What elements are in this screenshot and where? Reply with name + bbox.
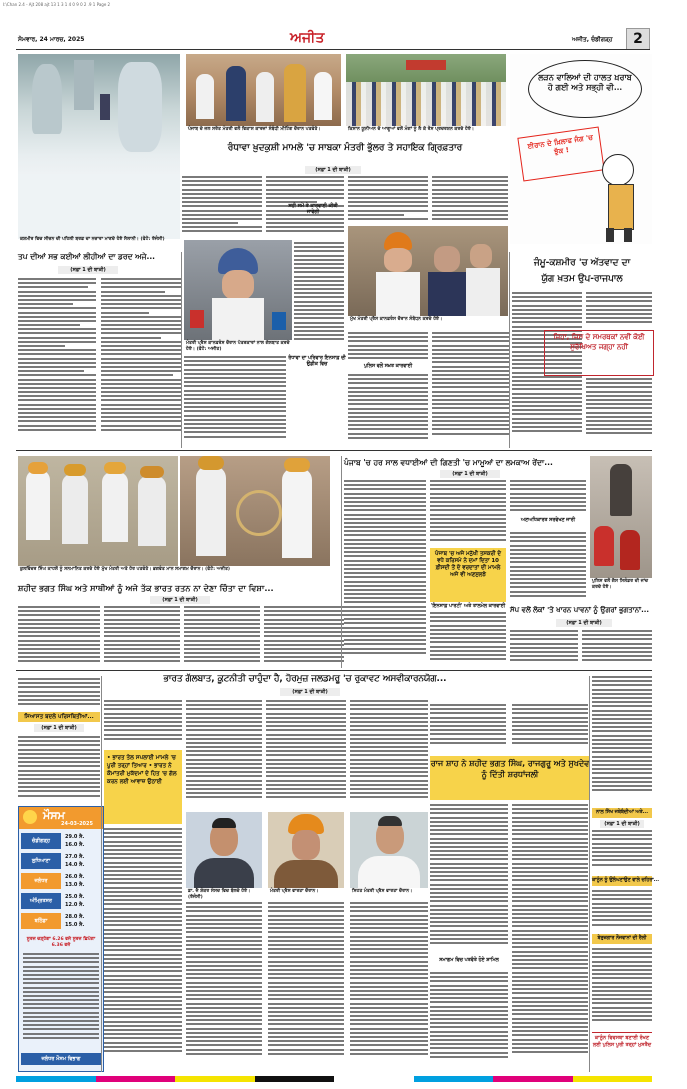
weather-city: ਜਲੰਧਰ (21, 873, 61, 889)
left-story-jump: (ਸਫ਼ਾ 1 ਦੀ ਬਾਕੀ) (58, 266, 118, 274)
weather-max: 26.0 ਸੈ. (65, 874, 85, 880)
right-box-2: ਕਾਨੂੰਨ ਨੂੰ ਉਲੰਘਣਾਉਣ ਵਾਲੇ ਚਹਿਰਾ... (592, 876, 652, 886)
weather-max: 27.0 ਸੈ. (65, 854, 85, 860)
tribute-col-a (430, 804, 508, 954)
col-separator (509, 252, 510, 448)
jk-col-b (586, 378, 652, 442)
bhagat-col-b (104, 606, 180, 668)
weather-min: 16.0 ਸੈ. (65, 842, 85, 848)
bhagat-singh-jump: (ਸਫ਼ਾ 1 ਦੀ ਬਾਕੀ) (150, 596, 210, 604)
hormuz-col-b2 (186, 902, 262, 1068)
snow-photo (18, 54, 180, 239)
weather-title: ਮੌਸਮ (43, 809, 65, 822)
gas-photo-caption: ਪੁਲਿਸ ਵਲੋਂ ਗੈਸ ਸਿਲੰਡਰ ਦੀ ਜਾਂਚ ਕਰਦੇ ਹੋਏ। (592, 579, 649, 590)
gas-cylinder-photo (590, 456, 652, 578)
left-story-col-a (18, 278, 96, 442)
col-separator (181, 252, 182, 448)
lead-col-a (182, 176, 262, 238)
lead-lower-a (184, 356, 286, 448)
press-photo-left (184, 240, 292, 340)
hormuz-bullet-box: • ਭਾਰਤ ਤੇਲ ਸਪਲਾਈ ਮਾਮਲੇ 'ਚ ਪੂਰੀ ਤਰ੍ਹਾਂ ਤਿਆਰ • ਭਾਰਤ ਨੇ ਕੌਮਾਂਤਰੀ ਮੁਕੱਦਮਾਂ ਦੇ ਹਿਤ 'ਚ ਗੱਲ ਕਰਨ ਲਈ ਆਵਾਜ਼ ਉਠਾਈ (104, 750, 182, 824)
hormuz-col-c2 (268, 902, 344, 1068)
weather-min: 12.0 ਸੈ. (65, 902, 85, 908)
sun-icon (23, 810, 37, 824)
weather-max: 29.0 ਸੈ. (65, 834, 85, 840)
weather-footer: ਜਲੰਧਰ ਮੌਸਮ ਵਿਭਾਗ (21, 1053, 101, 1065)
press-photo-left-caption: ਮੰਤਰੀ ਪ੍ਰੈਸ ਕਾਨਫ਼ਰੰਸ ਦੌਰਾਨ ਪੱਤਰਕਾਰਾਂ ਨਾਲ ਗੱਲਬਾਤ ਕਰਦੇ ਹੋਏ। (ਫੋਟੋ: ਅਜੀਤ) (186, 341, 290, 352)
hormuz-col-a2 (104, 828, 182, 1068)
award-photo-1 (18, 456, 178, 566)
vote-subhead-1: 'ਇਨਸਾਫ਼ ਪਾਰਟੀ' ਅਤੇ ਤਾਲਮੇਲ ਕਾਰਵਾਈ (430, 604, 506, 609)
portrait-3-caption: ਸਿਹਤ ਮੰਤਰੀ ਪ੍ਰੈਸ ਵਾਰਤਾ ਦੌਰਾਨ। (352, 889, 413, 894)
bhagat-col-d (264, 606, 344, 668)
jk-callout: ਜਿਹਾ, ਜਿਸ ਦੇ ਸਮਰਥਕਾਂ ਨਵੀਂ ਕੋਈ ਸੁਰੱਖਿਅਤ ਜਗ੍ਹਾ ਨਹੀਂ (544, 330, 654, 376)
weather-min: 14.0 ਸੈ. (65, 862, 85, 868)
left-story-headline: ਤਪ ਦੀਆਂ ਸਭ ਕਈਆਂ ਲੀਹੀਆਂ ਦਾ ਡਰਦ ਅਜੇ... (18, 252, 156, 261)
weather-notes (23, 953, 99, 1047)
issue-date: ਸੋਮਵਾਰ, 24 ਮਾਰਚ, 2025 (18, 36, 85, 43)
right-bottom-quote: ਕਾਨੂੰਨ ਵਿਵਸਥਾ ਬਣਾਈ ਰੱਖਣ ਲਈ ਪੁਲਿਸ ਪੂਰੀ ਤਰ੍ਹਾਂ ਮੁਸਤੈਦ (592, 1032, 652, 1069)
snow-photo-caption: ਕਸ਼ਮੀਰ ਵਿਚ ਸੀਜ਼ਨ ਦੀ ਪਹਿਲੀ ਬਰਫ਼ ਦਾ ਨਜ਼ਾਰਾ ਮਾਣਦੇ ਹੋਏ ਸੈਲਾਨੀ। (ਫੋਟੋ: ਏਜੰਸੀ) (20, 237, 165, 242)
vote-headline: ਪੰਜਾਬ 'ਚ ਹਰ ਸਾਲ ਵਧਾਈਆਂ ਦੀ ਗਿਣਤੀ 'ਚ ਮਾਮੂਆਂ ਦਾ ਲਮਕਾਅ ਰੇਂਦਾ... (344, 458, 553, 467)
cartoon-speech: ਲੜਨ ਵਾਲਿਆਂ ਦੀ ਹਾਲਤ ਖ਼ਰਾਬ ਹੋ ਗਈ ਅਤੇ ਸਭ੍ਹੀ ਵੀ... (538, 72, 632, 92)
right-box-1: ਨਾਲ ਸਿੱਖ ਜਥੇਬੰਦੀਆਂ ਅਤੇ... (592, 808, 652, 818)
lead-lower-c (348, 374, 428, 448)
award-photo-2 (180, 456, 330, 566)
gas-col-a (510, 630, 578, 666)
quote-1: ਸਹੀ ਸਮੇਂ ਤੇ ਕਾਰਵਾਈ ਕੀਤੀ ਜਾਵੇਗੀ (288, 204, 338, 215)
page-number: 2 (626, 28, 650, 50)
lead-jump: (ਸਫ਼ਾ 1 ਦੀ ਬਾਕੀ) (305, 166, 361, 174)
right-col-mid (592, 830, 652, 872)
section-rule-2 (16, 670, 652, 671)
right-col-top (592, 676, 652, 800)
press-photo-right (348, 226, 508, 316)
section-rule-1 (16, 450, 652, 451)
tribute-headline: ਰਾਜ ਸ਼ਾਹ ਨੇ ਸ਼ਹੀਦ ਭਗਤ ਸਿੰਘ, ਰਾਜਗੁਰੂ ਅਤੇ ਸੁਖਦੇਵ ਨੂੰ ਦਿੱਤੀ ਸ਼ਰਧਾਂਜਲੀ (430, 756, 590, 800)
portrait-2-caption: ਮੰਤਰੀ ਪ੍ਰੈਸ ਵਾਰਤਾ ਦੌਰਾਨ। (270, 889, 319, 894)
portrait-1 (186, 812, 262, 888)
color-registration-bar (16, 1076, 652, 1082)
vote-col-c (430, 612, 506, 666)
col-separator (589, 676, 590, 1072)
edition-label: ਅਜੀਤ, ਚੰਡੀਗੜ੍ਹ (572, 36, 613, 43)
vote-col-e (510, 532, 586, 604)
vote-col-d (510, 480, 586, 514)
weather-city: ਚੰਡੀਗੜ੍ਹ (21, 833, 61, 849)
hormuz-jump: (ਸਫ਼ਾ 1 ਦੀ ਬਾਕੀ) (280, 688, 340, 696)
jk-headline-1: ਜੰਮੂ-ਕਸ਼ਮੀਰ 'ਚ ਅੱਤਵਾਦ ਦਾ (533, 258, 631, 268)
portrait-1-caption: ਡਾ. ਜੈ ਸ਼ੰਕਰ ਸੰਸਦ ਵਿਚ ਬੋਲਦੇ ਹੋਏ। (ਏਜੰਸੀ) (188, 889, 251, 900)
lead-col-d (432, 176, 508, 224)
lead-col-c (348, 176, 428, 224)
portrait-3 (350, 812, 428, 888)
weather-max: 28.0 ਸੈ. (65, 914, 85, 920)
masthead-title: ਅਜੀਤ (290, 30, 325, 46)
col-separator (341, 456, 342, 668)
weather-row (19, 873, 103, 891)
hormuz-headline: ਭਾਰਤ ਗੱਲਬਾਤ, ਕੂਟਨੀਤੀ ਚਾਹੁੰਦਾ ਹੈ, ਹੋਰਮੁਜ਼ ਜਲਡਮਰੂ 'ਚ ਰੁਕਾਵਟ ਅਸਵੀਕਾਰਨਯੋਗ... (163, 674, 447, 684)
weather-min: 15.0 ਸੈ. (65, 922, 85, 928)
weather-max: 25.0 ਸੈ. (65, 894, 85, 900)
weather-row (19, 833, 103, 851)
meeting-photo (186, 54, 341, 126)
hormuz-col-a (104, 700, 182, 746)
left-box-text (18, 736, 100, 802)
weather-row (19, 853, 103, 871)
quote-3: ਪੁਲਿਸ ਵਲੋਂ ਸਖ਼ਤ ਕਾਰਵਾਈ (363, 364, 413, 369)
press-photo-right-caption: ਮੁੱਖ ਮੰਤਰੀ ਪ੍ਰੈਸ ਕਾਨਫ਼ਰੰਸ ਦੌਰਾਨ ਸੰਬੋਧਨ ਕਰਦੇ ਹੋਏ। (350, 317, 443, 322)
cartoon-sign: ਈਰਾਨ ਦੇ ਖ਼ਿਲਾਫ ਜੰਗ 'ਚ ਝੁੱਕ ! (527, 133, 594, 156)
vote-yellow-box: ਪੰਜਾਬ 'ਚ ਅਜੇ ਮਨੁੱਖੀ ਤਸਕਰੀ ਦੇ ਵਧੇ ਕਰਿਸਮੇ ਨੇ ਦਮਾਂ ਦਿਤਾ 10 ਫ਼ੀਸਦੀ ਤੋਂ ਦੋ ਵਰਦਾਤਾਂ ਦੀ ਮਾਮਲੇ ਅਜੇ ਵੀ ਅਣਸੁਲਝੇ (430, 548, 506, 602)
quote-2: ਰੰਧਾਵਾ ਦਾ ਪਰਿਵਾਰ ਇਨਸਾਫ਼ ਦੀ ਉਡੀਕ ਵਿਚ (288, 356, 346, 367)
tribute-col-a2 (430, 972, 508, 1068)
tribute-sub: ਸਮਾਗਮ ਵਿਚ ਪਤਵੰਤੇ ਹੋਏ ਸ਼ਾਮਿਲ (439, 958, 499, 963)
print-slug: I:\Chan 2.4 - Ajt 208 ajt 13 1 3 1 4 0 9 0 2 .9 1 Page 2 (3, 2, 111, 7)
tribute-top-text (430, 704, 506, 750)
masthead-rule (16, 49, 650, 50)
lead-lower-d (432, 332, 510, 448)
bhagat-singh-headline: ਸ਼ਹੀਦ ਭਗਤ ਸਿੰਘ ਅਤੇ ਸਾਥੀਆਂ ਨੂੰ ਅਜੇ ਤੱਕ ਭਾਰਤ ਰਤਨ ਨਾ ਦੇਣਾ ਚਿੰਤਾ ਦਾ ਵਿਸ਼ਾ... (18, 583, 274, 593)
right-col-bottom (592, 948, 652, 1028)
weather-city: ਲੁਧਿਆਣਾ (21, 853, 61, 869)
gas-jump: (ਸਫ਼ਾ 1 ਦੀ ਬਾਕੀ) (556, 619, 612, 627)
right-jump-1: (ਸਫ਼ਾ 1 ਦੀ ਬਾਕੀ) (600, 820, 644, 828)
sun-times: ਸੂਰਜ ਚੜ੍ਹੇਗਾ 6.26 ਵਜੇ ਸੂਰਜ ਛਿਪੇਗਾ 6.36 ਵਜੇ (26, 937, 96, 948)
tribute-col-b-top (512, 704, 588, 752)
vote-col-b (430, 480, 506, 546)
weather-row (19, 893, 103, 911)
hormuz-col-d2 (350, 902, 428, 1068)
bhagat-col-a (18, 606, 100, 668)
jk-headline-2: ਯੁੱਗ ਖ਼ਤਮ ਉਪ-ਰਾਜਪਾਲ (541, 274, 623, 284)
protest-photo-caption: ਕਿਸਾਨ ਯੂਨੀਅਨ ਦੇ ਆਗੂਆਂ ਵਲੋਂ ਮੰਗਾਂ ਨੂੰ ਲੈ ਕੇ ਰੋਸ ਪ੍ਰਦਰਸ਼ਨ ਕਰਦੇ ਹੋਏ। (348, 127, 475, 132)
hormuz-col-c (266, 700, 346, 810)
tribute-col-b (512, 804, 588, 1068)
vote-col-a (344, 480, 426, 666)
left-box-title: ਸਿਆਸਤ ਬਦਲੇ ਪਰਿਸਥਿਤੀਆਂ... (18, 712, 100, 722)
left-box-jump: (ਸਫ਼ਾ 1 ਦੀ ਬਾਕੀ) (34, 724, 84, 732)
jk-col-b-top (586, 292, 652, 326)
weather-city: ਅੰਮ੍ਰਿਤਸਰ (21, 893, 61, 909)
weather-box (18, 806, 104, 1072)
weather-date: 24-03-2025 (61, 821, 93, 827)
portrait-2 (268, 812, 344, 888)
gas-headline: ਸੱਪ ਵਲੋਂ ਲੋਕਾਂ 'ਤੇ ਖਾਰਨ ਪਾਵਨਾਂ ਨੂੰ ਉਗਰਾਂ ਭੁਗਤਾਨਾਂ... (510, 606, 650, 614)
weather-row (19, 913, 103, 931)
bhagat-col-c (184, 606, 260, 668)
gas-col-b (582, 630, 652, 666)
right-box-3: ਬੇਰੁਜ਼ਗਾਰ ਨੌਜਵਾਨਾਂ ਦੀ ਰੈਲੀ (592, 934, 652, 944)
left-narrow-top (18, 678, 100, 708)
editorial-cartoon (510, 54, 652, 244)
hormuz-col-b (186, 700, 262, 810)
weather-header (19, 807, 103, 829)
protest-photo (346, 54, 506, 126)
meeting-photo-caption: ਪੰਜਾਬ ਦੇ ਜਲ ਸਰੋਤ ਮੰਤਰੀ ਵਲੋਂ ਵਿਕਾਸ ਕਾਰਜਾਂ ਸੰਬੰਧੀ ਮੀਟਿੰਗ ਦੌਰਾਨ ਪਤਵੰਤੇ। (188, 127, 321, 132)
vote-jump: (ਸਫ਼ਾ 1 ਦੀ ਬਾਕੀ) (440, 470, 500, 478)
right-col-mid2 (592, 890, 652, 930)
hormuz-col-d (350, 700, 428, 810)
weather-city: ਬਠਿੰਡਾ (21, 913, 61, 929)
award-photo-caption: ਕੁਲਵਿੰਦਰ ਸਿੰਘ ਕਾਹਲੋਂ ਨੂੰ ਸਨਮਾਨਿਤ ਕਰਦੇ ਹੋਏ ਮੁੱਖ ਮੰਤਰੀ ਅਤੇ ਹੋਰ ਪਤਵੰਤੇ। ਭਗਵੰਤ ਮਾਨ ਸਮਾਗਮ ਦੌਰਾਨ। (ਫੋਟੋ: ਅਜੀਤ) (20, 567, 231, 572)
col-separator (101, 676, 102, 1072)
weather-min: 13.0 ਸੈ. (65, 882, 85, 888)
press-middle-text (294, 242, 344, 352)
lead-headline: ਰੰਧਾਵਾ ਖ਼ੁਦਕੁਸ਼ੀ ਮਾਮਲੇ 'ਚ ਸਾਬਕਾ ਮੰਤਰੀ ਭੁੱਲਰ ਤੇ ਸਹਾਇਕ ਗ੍ਰਿਫ਼ਤਾਰ (227, 143, 463, 153)
vote-subhead-2: ਅਣਅਧਿਕਾਰਤ ਸਰਵੇਖਣ ਜਾਰੀ (520, 518, 576, 523)
lead-lower-b (348, 332, 428, 362)
left-story-col-b (101, 278, 181, 442)
